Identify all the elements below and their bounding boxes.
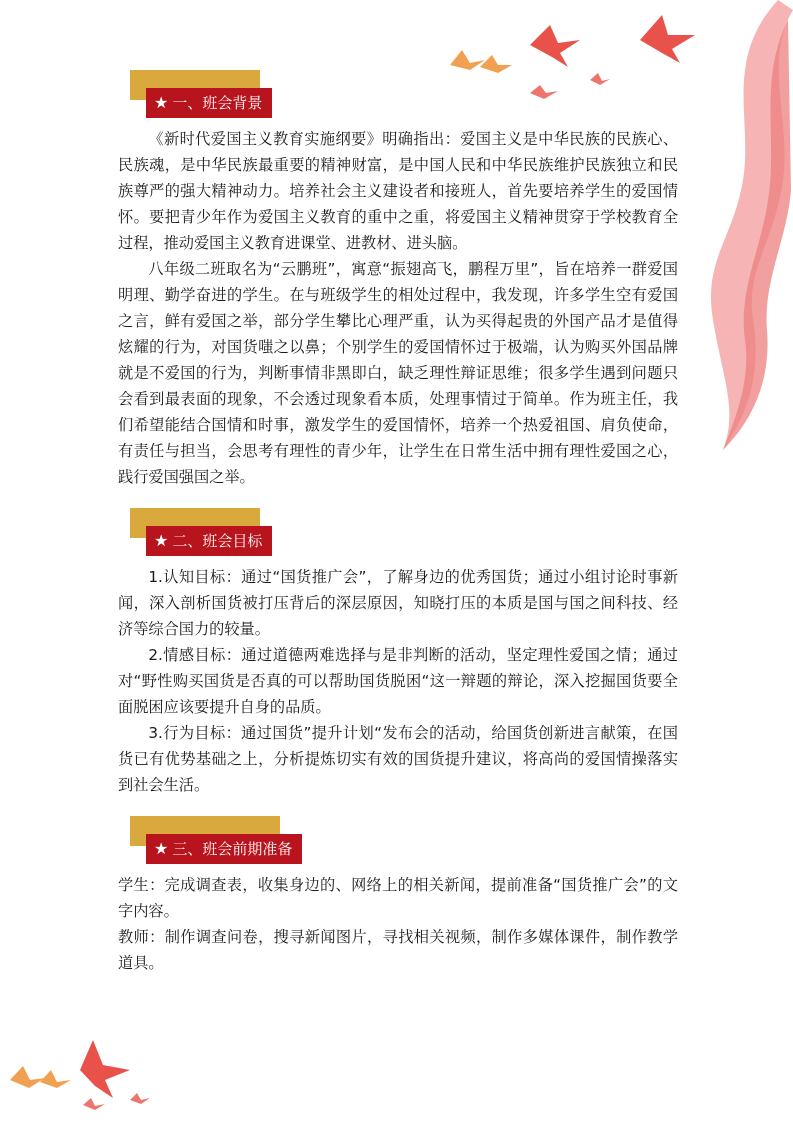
document-body [118,70,678,976]
heading-red-block [146,834,302,864]
section-heading-preparation [130,816,678,860]
section-title: 一、班会背景 [172,94,263,112]
heading-red-block [146,526,272,556]
paragraph: 八年级二班取名为“云鹏班”，寓意“振翅高飞，鹏程万里”，旨在培养一群爱国明理、勤学奋进的学生。在与班级学生的相处过程中，我发现，许多学生空有爱国之言，鲜有爱国之举，部分学生攀比心理严重，认为买得起贵的外国产品才是值得炫耀的行为，对国货嗤之以鼻；个别学生的爱国情怀过于极端，认为购买外国品牌就是不爱国的行为，判断事情非黑即白，缺乏理性辩证思维；很多学生遇到问题只会看到最表面的现象，不会透过现象看本质，处理事情过于简单。作为班主任，我们希望能结合国情和时事，激发学生的爱国情怀，培养一个热爱祖国、肩负使命，有责任与担当，会思考有理性的青少年，让学生在日常生活中拥有理性爱国之心，践行爱国强国之举。 [118,260,678,486]
star-icon: ★ [154,839,169,858]
section-title: 二、班会目标 [172,532,263,550]
paragraph: 1.认知目标：通过“国货推广会”，了解身边的优秀国货；通过小组讨论时事新闻，深入剖析国货被打压背后的深层原因，知晓打压的本质是国与国之间科技、经济等综合国力的较量。 [118,568,678,638]
star-icon: ★ [154,531,169,550]
flying-birds-bottom-decoration [5,1030,165,1120]
paragraph: 2.情感目标：通过道德两难选择与是非判断的活动，坚定理性爱国之情；通过对“野性购买国货是否真的可以帮助国货脱困“这一辩题的辩论，深入挖掘国货要全面脱困应该要提升自身的品质。 [118,646,678,716]
red-ribbon-decoration [683,0,793,460]
section-heading-goals [130,508,678,552]
section-title: 三、班会前期准备 [172,840,293,858]
paragraph: 3.行为目标：通过国货”提升计划“发布会的活动，给国货创新进言献策，在国货已有优势基础之上，分析提炼切实有效的国货提升建议，将高尚的爱国情操落实到社会生活。 [118,724,678,794]
paragraph: 学生：完成调查表，收集身边的、网络上的相关新闻，提前准备“国货推广会”的文字内容。 [118,876,678,920]
star-icon: ★ [154,93,169,112]
heading-red-block [146,88,272,118]
paragraph: 教师：制作调查问卷，搜寻新闻图片，寻找相关视频，制作多媒体课件，制作教学道具。 [118,928,678,972]
paragraph: 《新时代爱国主义教育实施纲要》明确指出：爱国主义是中华民族的民族心、民族魂，是中华民族最重要的精神财富，是中国人民和中华民族维护民族独立和民族尊严的强大精神动力。培养社会主义建设者和接班人，首先要培养学生的爱国情怀。要把青少年作为爱国主义教育的重中之重，将爱国主义精神贯穿于学校教育全过程，推动爱国主义教育进课堂、进教材、进头脑。 [118,130,678,252]
section-heading-background [130,70,678,114]
